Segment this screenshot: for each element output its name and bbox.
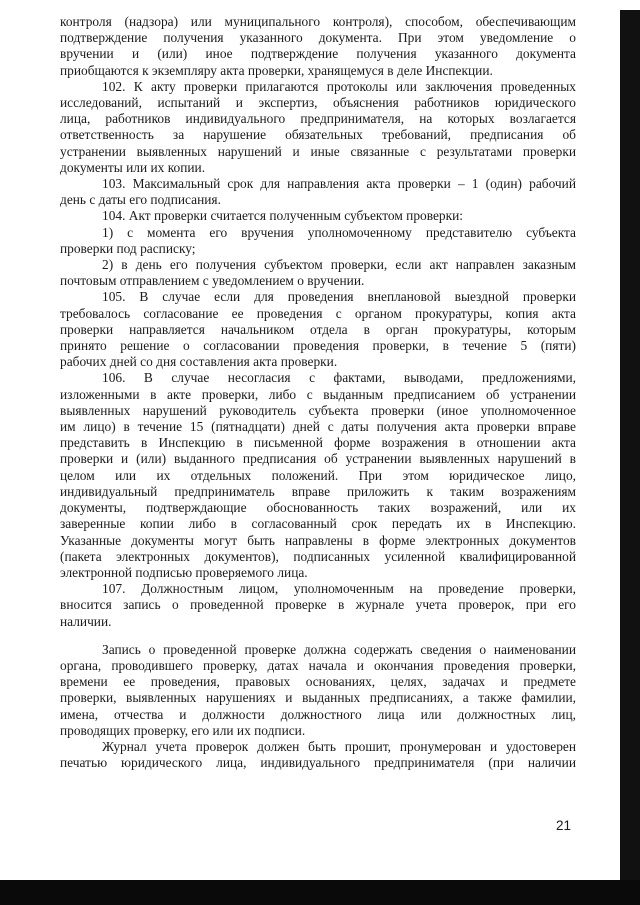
- line-text: печатью юридического лица, индивидуального предпринимателя (при наличии: [60, 755, 576, 771]
- text-line: [60, 484, 576, 500]
- text-line: [60, 370, 576, 386]
- text-line: [60, 30, 576, 46]
- line-text: Запись о проведенной проверке должна содержать сведения о наименовании: [102, 641, 576, 657]
- line-text: подтверждение получения указанного документа. При этом уведомление о: [60, 30, 576, 46]
- line-text: заверенные копии либо в согласованный срок передать их в Инспекцию.: [60, 516, 576, 532]
- text-line: [60, 581, 576, 597]
- text-line: [60, 63, 576, 79]
- text-line: [60, 306, 576, 322]
- text-line: [60, 533, 576, 549]
- line-text: исследований, испытаний и экспертиз, объяснения работников юридического: [60, 95, 576, 111]
- text-line: [60, 707, 576, 723]
- line-text: проверки под расписку;: [60, 240, 196, 256]
- line-text: почтовым отправлением с уведомлением о вручении.: [60, 273, 365, 289]
- text-line: [60, 289, 576, 305]
- line-text: проверки направляется начальником отдела в орган прокуратуры, которым: [60, 321, 576, 337]
- text-line: [60, 338, 576, 354]
- text-line: [60, 273, 576, 289]
- line-text: 103. Максимальный срок для направления акта проверки – 1 (один) рабочий: [102, 176, 576, 192]
- text-line: [60, 516, 576, 532]
- text-line: [60, 354, 576, 370]
- text-line: [60, 565, 576, 581]
- text-line: [60, 322, 576, 338]
- line-text: проводящих проверку, его или их подписи.: [60, 722, 306, 738]
- line-text: 106. В случае несогласия с фактами, выводами, предложениями,: [102, 370, 576, 386]
- text-line: [60, 755, 576, 771]
- line-text: устранении выявленных нарушений и иные связанные с результатами проверки: [60, 143, 576, 159]
- text-line: [60, 79, 576, 95]
- scan-edge-bottom: [0, 880, 640, 905]
- line-text: индивидуальный предприниматель вправе приложить к таким возражениям: [60, 483, 576, 499]
- line-text: им лицо) в течение 15 (пятнадцати) дней с даты получения акта проверки вправе: [60, 419, 576, 435]
- line-text: (пакета электронных документов), подписанных усиленной квалифицированной: [60, 548, 576, 564]
- line-text: проверки, выявленных нарушениях и выданных предписаниях, а также фамилии,: [60, 690, 576, 706]
- line-text: день с даты его подписания.: [60, 192, 221, 208]
- line-text: 104. Акт проверки считается полученным субъектом проверки:: [102, 208, 464, 224]
- text-line: [60, 111, 576, 127]
- text-line: [60, 642, 576, 658]
- text-line: [60, 468, 576, 484]
- text-line: [60, 403, 576, 419]
- text-line: [60, 614, 576, 630]
- text-line: [60, 225, 576, 241]
- text-line: [60, 419, 576, 435]
- text-line: [60, 144, 576, 160]
- line-text: документы или их копии.: [60, 159, 206, 175]
- text-line: [60, 549, 576, 565]
- text-line: [60, 46, 576, 62]
- line-text: ответственность за нарушение обязательных требований, предписания об: [60, 127, 576, 143]
- line-text: принято решение о согласовании проведения проверки, в течение 5 (пяти): [60, 338, 576, 354]
- page-number: 21: [556, 818, 572, 833]
- line-text: проверки и (или) выданного предписания об устранении выявленных нарушений в: [60, 451, 576, 467]
- text-line: [60, 387, 576, 403]
- line-text: имена, отчества и должности должностного лица или должностных лиц,: [60, 706, 576, 722]
- text-line: [60, 597, 576, 613]
- text-line: [60, 192, 576, 208]
- line-text: лица, работников индивидуального предпринимателя, на которых возлагается: [60, 111, 576, 127]
- text-line: [60, 14, 576, 30]
- line-text: 102. К акту проверки прилагаются протоколы или заключения проведенных: [102, 78, 576, 94]
- line-text: приобщаются к экземпляру акта проверки, хранящемуся в деле Инспекции.: [60, 62, 493, 78]
- line-text: рабочих дней со дня составления акта проверки.: [60, 354, 338, 370]
- line-text: времени ее проведения, правовых основаниях, целях, задачах и предмете: [60, 674, 576, 690]
- text-line: [60, 160, 576, 176]
- line-text: представить в Инспекцию в письменной форме возражения в отношении акта: [60, 435, 576, 451]
- line-text: органа, проводившего проверку, датах начала и окончания проведения проверки,: [60, 657, 576, 673]
- line-text: целом или их отдельных положений. При этом юридическое лицо,: [60, 467, 576, 483]
- text-line: [60, 127, 576, 143]
- line-text: контроля (надзора) или муниципального контроля), способом, обеспечивающим: [60, 14, 576, 29]
- text-line: [60, 500, 576, 516]
- text-line: [60, 241, 576, 257]
- text-line: [60, 435, 576, 451]
- line-text: 2) в день его получения субъектом проверки, если акт направлен заказным: [102, 257, 576, 273]
- text-line: [60, 95, 576, 111]
- text-line: [60, 690, 576, 706]
- scan-edge-right: [620, 10, 640, 905]
- line-text: выявленных нарушений руководитель субъекта проверки (иное уполномоченное: [60, 402, 576, 418]
- line-text: документы, подтверждающие обоснованность таких возражений, или их: [60, 500, 576, 516]
- line-text: 107. Должностным лицом, уполномоченным на проведение проверки,: [102, 581, 576, 597]
- text-line: [60, 208, 576, 224]
- text-line: [60, 176, 576, 192]
- text-line: [60, 739, 576, 755]
- line-text: электронной подписью проверяемого лица.: [60, 564, 308, 580]
- line-text: вносится запись о проведенной проверке в журнале учета проверок, при его: [60, 597, 576, 613]
- line-text: Указанные документы могут быть направлены в форме электронных документов: [60, 532, 576, 548]
- text-line: [60, 723, 576, 739]
- line-text: наличии.: [60, 613, 112, 629]
- line-text: 1) с момента его вручения уполномоченному представителю субъекта: [102, 224, 576, 240]
- line-text: требовалось согласование ее проведения с органом прокуратуры, копия акта: [60, 305, 576, 321]
- line-text: Журнал учета проверок должен быть прошит, пронумерован и удостоверен: [102, 738, 576, 754]
- text-line: [60, 658, 576, 674]
- text-line: [60, 451, 576, 467]
- text-line: [60, 674, 576, 690]
- line-text: вручении и (или) иное подтверждение получения указанного документа: [60, 46, 576, 62]
- line-text: 105. В случае если для проведения внеплановой выездной проверки: [102, 289, 576, 305]
- document-body: [60, 14, 576, 771]
- text-line: [60, 257, 576, 273]
- line-text: изложенными в акте проверки, либо с выданным предписанием об устранении: [60, 386, 576, 402]
